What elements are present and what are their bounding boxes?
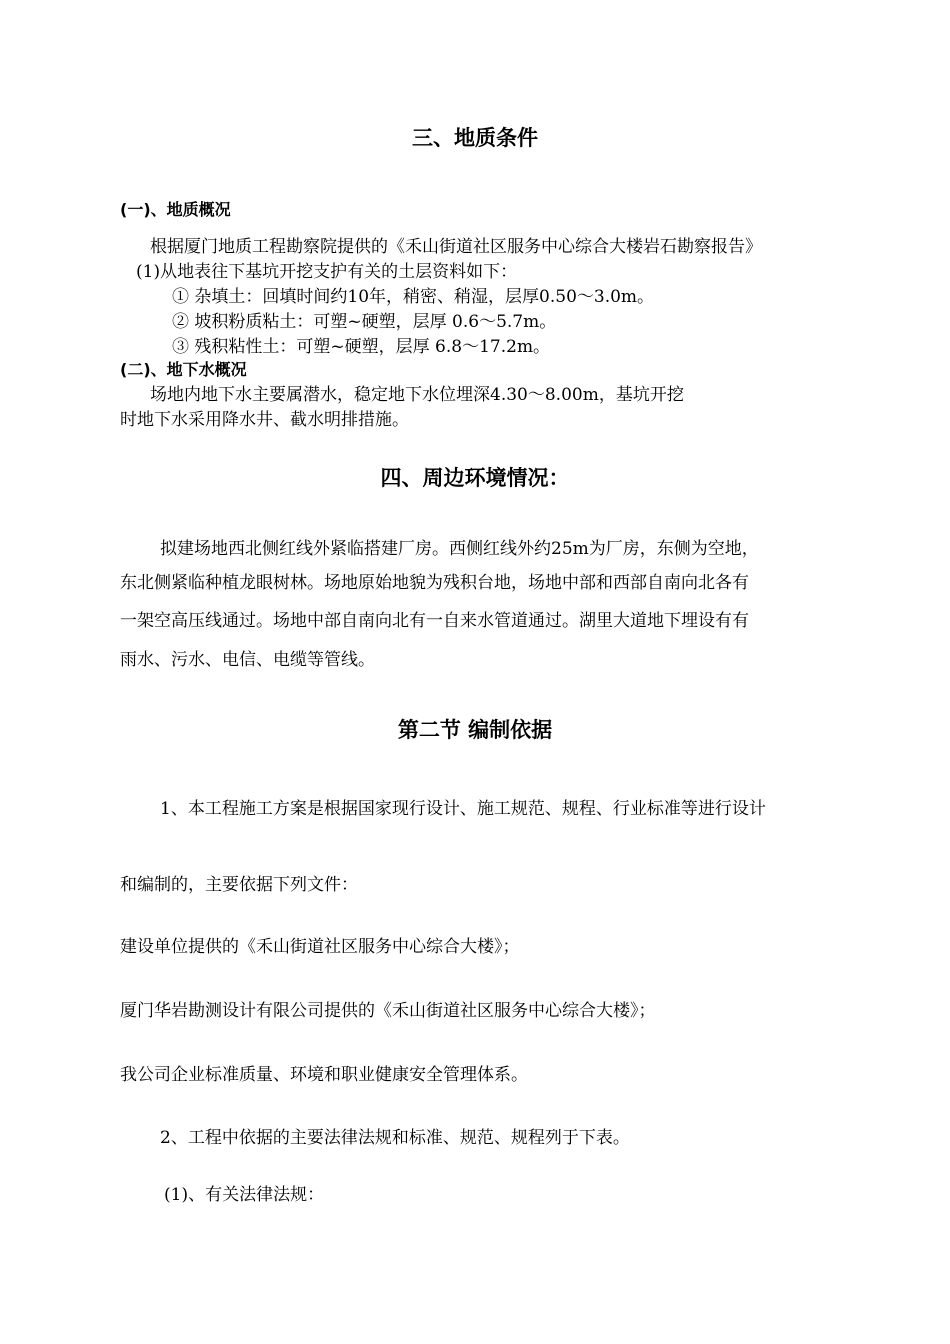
environment-text-line: 东北侧紧临种植龙眼树林。场地原始地貌为残积台地，场地中部和西部自南向北各有 — [120, 573, 749, 593]
environment-text-line: 一架空高压线通过。场地中部自南向北有一自来水管道通过。湖里大道地下埋设有有 — [120, 611, 749, 631]
basis-item2: 2、工程中依据的主要法律法规和标准、规范、规程列于下表。 — [160, 1128, 630, 1148]
groundwater-text-line: 场地内地下水主要属潜水，稳定地下水位埋深4.30～8.00m，基坑开挖 — [150, 385, 684, 405]
geology-overview-intro: 根据厦门地质工程勘察院提供的《禾山街道社区服务中心综合大楼岩石勘察报告》 — [150, 237, 762, 257]
basis-document-item: 厦门华岩勘测设计有限公司提供的《禾山街道社区服务中心综合大楼》； — [120, 1001, 656, 1021]
basis-document-item: 我公司企业标准质量、环境和职业健康安全管理体系。 — [120, 1065, 528, 1085]
section-title-geology: 三、地质条件 — [412, 126, 538, 150]
basis-document-item: 建设单位提供的《禾山街道社区服务中心综合大楼》； — [120, 937, 520, 957]
soil-layer-item: ② 坡积粉质粘土：可塑~硬塑，层厚 0.6～5.7m。 — [172, 312, 557, 332]
soil-layer-item: ③ 残积粘性土：可塑~硬塑，层厚 6.8～17.2m。 — [172, 337, 551, 357]
basis-item1-line: 1、本工程施工方案是根据国家现行设计、施工规范、规程、行业标准等进行设计 — [160, 799, 766, 819]
section-title-environment: 四、周边环境情况： — [380, 466, 570, 490]
basis-item1-line: 和编制的，主要依据下列文件： — [120, 875, 358, 895]
soil-layer-item: ① 杂填土：回填时间约10年，稍密、稍湿，层厚0.50～3.0m。 — [172, 287, 655, 307]
groundwater-heading: (二)、地下水概况 — [120, 360, 247, 379]
environment-text-line: 雨水、污水、电信、电缆等管线。 — [120, 650, 375, 670]
geology-overview-heading: (一)、地质概况 — [120, 200, 231, 219]
soil-layers-intro: (1)从地表往下基坑开挖支护有关的土层资料如下： — [136, 262, 518, 282]
section-title-basis: 第二节 编制依据 — [397, 718, 553, 742]
groundwater-text-line: 时地下水采用降水井、截水明排措施。 — [120, 410, 409, 430]
basis-item2-subheading: (1)、有关法律法规： — [164, 1185, 325, 1205]
environment-text-line: 拟建场地西北侧红线外紧临搭建厂房。西侧红线外约25m为厂房，东侧为空地， — [160, 539, 759, 559]
